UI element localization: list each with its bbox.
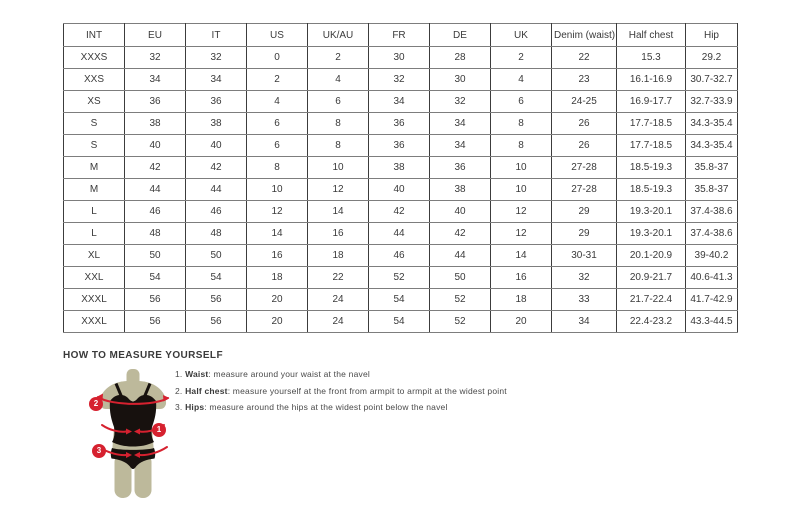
table-cell: 40.6-41.3 (686, 267, 738, 289)
table-cell: XXXS (64, 47, 125, 69)
table-cell: 32 (552, 267, 617, 289)
table-cell: 38 (125, 113, 186, 135)
table-cell: 32 (369, 69, 430, 91)
step-number: 3. (175, 402, 186, 412)
table-cell: 29 (552, 223, 617, 245)
column-header: Half chest (617, 24, 686, 47)
column-header: INT (64, 24, 125, 47)
table-cell: 34 (552, 311, 617, 333)
table-cell: 17.7-18.5 (617, 135, 686, 157)
column-header: Hip (686, 24, 738, 47)
table-cell: 20 (247, 311, 308, 333)
table-cell: 10 (308, 157, 369, 179)
table-cell: 33 (552, 289, 617, 311)
table-cell: 12 (308, 179, 369, 201)
table-cell: 20.9-21.7 (617, 267, 686, 289)
table-cell: L (64, 223, 125, 245)
column-header: UK (491, 24, 552, 47)
size-chart-table (63, 23, 738, 333)
table-cell: 32 (125, 47, 186, 69)
step-label: Waist (185, 369, 209, 379)
table-cell: 32 (186, 47, 247, 69)
table-cell: 52 (430, 289, 491, 311)
table-cell: 6 (308, 91, 369, 113)
table-cell: 52 (430, 311, 491, 333)
table-cell: M (64, 157, 125, 179)
table-cell: 2 (247, 69, 308, 91)
table-cell: 21.7-22.4 (617, 289, 686, 311)
table-cell: 36 (125, 91, 186, 113)
table-cell: 28 (430, 47, 491, 69)
table-cell: 30-31 (552, 245, 617, 267)
table-cell: 44 (369, 223, 430, 245)
table-cell: 16.9-17.7 (617, 91, 686, 113)
table-cell: 8 (491, 113, 552, 135)
table-cell: 34 (125, 69, 186, 91)
table-cell: S (64, 135, 125, 157)
table-cell: L (64, 201, 125, 223)
table-cell: 34 (430, 113, 491, 135)
column-header: DE (430, 24, 491, 47)
table-cell: 42 (430, 223, 491, 245)
table-cell: 26 (552, 135, 617, 157)
table-cell: 17.7-18.5 (617, 113, 686, 135)
measure-guide-section (63, 350, 743, 510)
table-cell: 18.5-19.3 (617, 179, 686, 201)
table-cell: 23 (552, 69, 617, 91)
table-cell: 22.4-23.2 (617, 311, 686, 333)
table-cell: 16 (491, 267, 552, 289)
table-cell: XL (64, 245, 125, 267)
table-cell: 56 (125, 289, 186, 311)
table-cell: 24-25 (552, 91, 617, 113)
table-cell: 4 (308, 69, 369, 91)
column-header: UK/AU (308, 24, 369, 47)
table-cell: 14 (247, 223, 308, 245)
table-cell: 40 (369, 179, 430, 201)
table-cell: M (64, 179, 125, 201)
table-cell: 16 (308, 223, 369, 245)
table-cell: 18 (491, 289, 552, 311)
table-cell: 4 (247, 91, 308, 113)
step-label: Hips (185, 402, 205, 412)
table-cell: 34 (186, 69, 247, 91)
column-header: Denim (waist) (552, 24, 617, 47)
table-cell: 22 (552, 47, 617, 69)
table-row (64, 223, 738, 245)
table-cell: 54 (125, 267, 186, 289)
table-cell: 32 (430, 91, 491, 113)
table-cell: 6 (247, 113, 308, 135)
table-cell: 42 (369, 201, 430, 223)
table-row (64, 113, 738, 135)
table-cell: 44 (430, 245, 491, 267)
table-cell: 20 (491, 311, 552, 333)
table-cell: 42 (186, 157, 247, 179)
table-cell: 29 (552, 201, 617, 223)
table-cell: 52 (369, 267, 430, 289)
table-cell: XXS (64, 69, 125, 91)
table-cell: 19.3-20.1 (617, 223, 686, 245)
table-cell: 8 (308, 113, 369, 135)
table-cell: XS (64, 91, 125, 113)
table-row (64, 245, 738, 267)
table-cell: 34 (430, 135, 491, 157)
table-cell: 18.5-19.3 (617, 157, 686, 179)
table-cell: 48 (186, 223, 247, 245)
measure-step (175, 402, 507, 412)
table-cell: 54 (369, 311, 430, 333)
table-cell: 46 (125, 201, 186, 223)
table-cell: 56 (186, 289, 247, 311)
chest-measure-arrow-right (163, 395, 170, 402)
table-cell: 27-28 (552, 157, 617, 179)
column-header: US (247, 24, 308, 47)
table-cell: 35.8-37 (686, 157, 738, 179)
table-cell: 12 (491, 223, 552, 245)
table-cell: 40 (430, 201, 491, 223)
table-cell: 0 (247, 47, 308, 69)
table-cell: 2 (308, 47, 369, 69)
table-cell: 44 (186, 179, 247, 201)
table-cell: 38 (430, 179, 491, 201)
table-row (64, 179, 738, 201)
table-cell: 36 (369, 113, 430, 135)
step-number: 1. (175, 369, 186, 379)
table-row (64, 157, 738, 179)
table-cell: 56 (186, 311, 247, 333)
table-cell: XXXL (64, 289, 125, 311)
table-cell: 54 (369, 289, 430, 311)
table-cell: 34 (369, 91, 430, 113)
table-cell: 34.3-35.4 (686, 135, 738, 157)
table-cell: 19.3-20.1 (617, 201, 686, 223)
table-cell: 43.3-44.5 (686, 311, 738, 333)
table-cell: 50 (186, 245, 247, 267)
table-cell: 35.8-37 (686, 179, 738, 201)
table-cell: 37.4-38.6 (686, 201, 738, 223)
table-cell: 18 (247, 267, 308, 289)
table-row (64, 289, 738, 311)
table-cell: 50 (430, 267, 491, 289)
step-label: Half chest (185, 385, 228, 396)
table-cell: 30 (430, 69, 491, 91)
step-text: : measure around the hips at the widest point below the navel (204, 402, 448, 412)
table-cell: 2 (491, 47, 552, 69)
table-cell: 24 (308, 311, 369, 333)
table-cell: 14 (308, 201, 369, 223)
table-cell: 36 (430, 157, 491, 179)
table-cell: 36 (369, 135, 430, 157)
table-row (64, 311, 738, 333)
table-cell: 24 (308, 289, 369, 311)
table-cell: 4 (491, 69, 552, 91)
table-cell: 34.3-35.4 (686, 113, 738, 135)
table-cell: 30 (369, 47, 430, 69)
measure-guide-title: HOW TO MEASURE YOURSELF (63, 350, 223, 361)
table-row (64, 201, 738, 223)
table-cell: 42 (125, 157, 186, 179)
table-cell: 44 (125, 179, 186, 201)
measurement-marker-half-chest: 2 (89, 397, 103, 411)
table-cell: 10 (491, 179, 552, 201)
table-row (64, 91, 738, 113)
measure-steps (175, 369, 507, 419)
measurement-marker-waist: 1 (152, 423, 166, 437)
step-text: : measure around your waist at the navel (208, 369, 370, 379)
table-cell: XXXL (64, 311, 125, 333)
table-cell: 37.4-38.6 (686, 223, 738, 245)
table-cell: 54 (186, 267, 247, 289)
table-cell: 38 (369, 157, 430, 179)
table-cell: 12 (247, 201, 308, 223)
table-cell: 32.7-33.9 (686, 91, 738, 113)
table-row (64, 69, 738, 91)
table-cell: 40 (125, 135, 186, 157)
measure-step (175, 386, 507, 396)
table-cell: 29.2 (686, 47, 738, 69)
table-row (64, 47, 738, 69)
table-cell: 27-28 (552, 179, 617, 201)
table-cell: 8 (247, 157, 308, 179)
table-cell: 41.7-42.9 (686, 289, 738, 311)
table-cell: 50 (125, 245, 186, 267)
step-number: 2. (175, 385, 186, 396)
table-row (64, 267, 738, 289)
table-cell: 10 (247, 179, 308, 201)
table-cell: S (64, 113, 125, 135)
table-cell: 38 (186, 113, 247, 135)
table-cell: XXL (64, 267, 125, 289)
header-row (64, 24, 738, 47)
table-row (64, 135, 738, 157)
column-header: EU (125, 24, 186, 47)
table-cell: 26 (552, 113, 617, 135)
table-cell: 16 (247, 245, 308, 267)
table-cell: 40 (186, 135, 247, 157)
step-text: : measure yourself at the front from armpit to armpit at the widest point (227, 385, 507, 396)
table-cell: 36 (186, 91, 247, 113)
measure-step (175, 369, 507, 379)
table-cell: 14 (491, 245, 552, 267)
table-cell: 20.1-20.9 (617, 245, 686, 267)
table-cell: 10 (491, 157, 552, 179)
table-cell: 6 (247, 135, 308, 157)
column-header: FR (369, 24, 430, 47)
table-cell: 16.1-16.9 (617, 69, 686, 91)
table-cell: 8 (308, 135, 369, 157)
table-cell: 30.7-32.7 (686, 69, 738, 91)
table-cell: 15.3 (617, 47, 686, 69)
table-cell: 46 (186, 201, 247, 223)
table-cell: 56 (125, 311, 186, 333)
table-cell: 39-40.2 (686, 245, 738, 267)
table-cell: 18 (308, 245, 369, 267)
column-header: IT (186, 24, 247, 47)
table-cell: 12 (491, 201, 552, 223)
table-cell: 46 (369, 245, 430, 267)
table-cell: 48 (125, 223, 186, 245)
table-cell: 20 (247, 289, 308, 311)
measurement-marker-hips: 3 (92, 444, 106, 458)
table-cell: 8 (491, 135, 552, 157)
table-cell: 22 (308, 267, 369, 289)
table-cell: 6 (491, 91, 552, 113)
